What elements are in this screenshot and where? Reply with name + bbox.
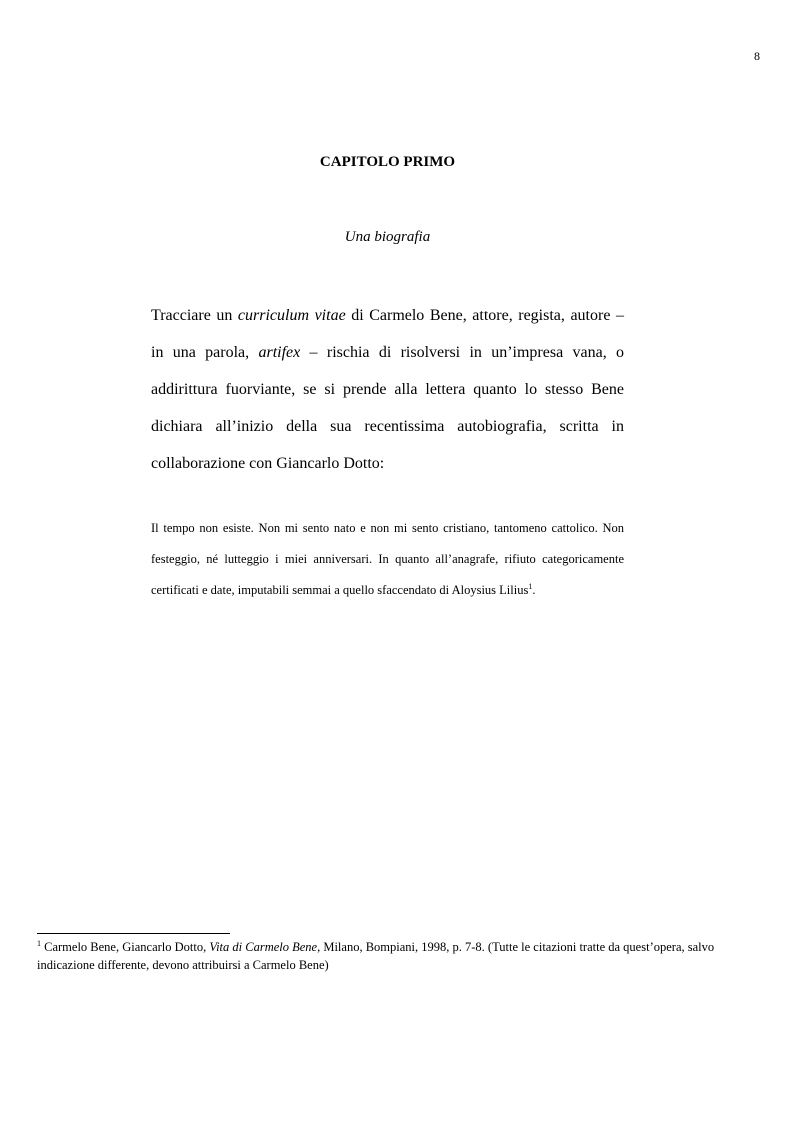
quote-text: Il tempo non esiste. Non mi sento nato e non mi sento cristiano, tantomeno cattolico. Non festeggio, né lutteggio i miei anniversari. In quanto all’anagrafe, rifiuto categoricamente certificati e date, imputabili semmai a quello sfaccendato di Aloysius Lilius [151,521,624,597]
footnote-text-part-2: , Milano, Bompiani, 1998, p. 7-8. (Tutte le citazioni tratte da quest’opera, salvo indicazione differente, devono attribuirsi a Carmelo Bene) [37,940,715,972]
footnote-text-part-1: Carmelo Bene, Giancarlo Dotto, [41,940,210,954]
chapter-title-text: CAPITOLO PRIMO [319,154,456,170]
footnote [37,938,743,974]
body-paragraph [151,297,624,482]
chapter-subtitle [0,227,793,247]
curriculum-vitae-term: curriculum vitae [237,307,346,324]
chapter-title [0,152,793,172]
footnote-separator [37,933,230,934]
footnote-marker: 1 [37,939,41,948]
body-text-part-3: – rischia di risolversi in un’impresa vana, o addirittura fuorviante, se si prende alla lettera quanto lo stesso Bene dichiara all’inizio della sua recentissima autobiografia, scritta in collaborazione con Giancarlo Dotto: [151,344,624,472]
chapter-subtitle-text: Una biografia [344,229,431,245]
body-text-part-2: di Carmelo Bene, attore, regista, autore – in una parola, [151,307,624,361]
body-text-part-1: Tracciare un [151,307,238,324]
footnote-reference[interactable]: 1 [528,582,533,591]
footnote-work-title: Vita di Carmelo Bene [209,940,318,954]
artifex-term: artifex [258,344,301,361]
block-quote [151,513,624,606]
page-number: 8 [754,49,760,63]
quote-end: . [532,583,536,597]
